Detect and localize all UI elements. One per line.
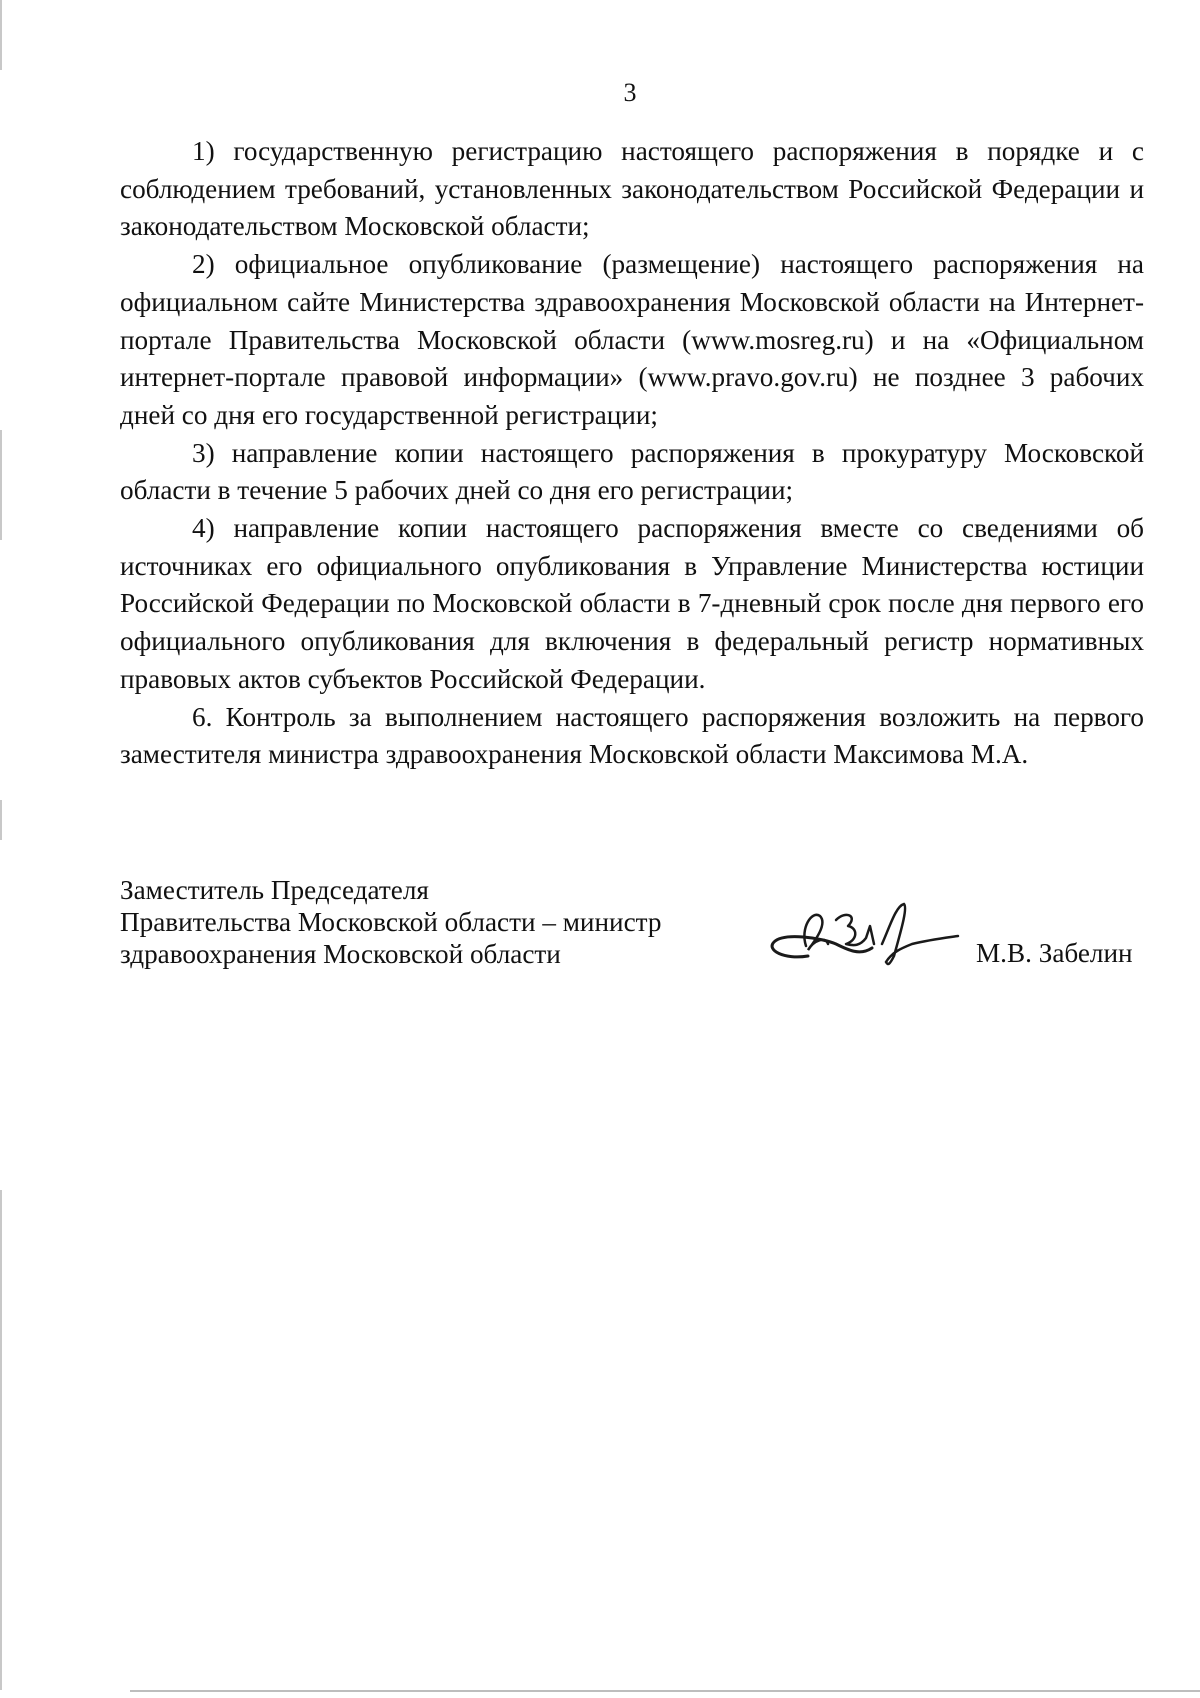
paragraph-item-1: 1) государственную регистрацию настоящего распоряжения в порядке и с соблюдением требований, установленных законодательством Российской Федерации и законодательством Московской области; <box>120 136 1144 242</box>
page-number: 3 <box>623 78 637 107</box>
scan-edge-mark <box>0 0 2 70</box>
paragraph-item-3: 3) направление копии настоящего распоряжения в прокуратуру Московской области в течение 5 рабочих дней со дня его регистрации; <box>120 437 1144 506</box>
position-line-3: здравоохранения Московской области <box>120 939 561 969</box>
paragraph-item-4: 4) направление копии настоящего распоряжения вместе со сведениями об источниках его официального опубликования в Управление Министерства юстиции Российской Федерации по Московской области в 7-дневный срок после дня первого его официального опубликования для включения в федеральный регистр нормативных правовых актов субъектов Российской Федерации. <box>120 513 1144 694</box>
position-line-2: Правительства Московской области – министр <box>120 907 662 937</box>
position-line-1: Заместитель Председателя <box>120 875 429 905</box>
scan-edge-mark <box>0 430 2 540</box>
scan-edge-mark <box>0 1190 2 1690</box>
signatory-position <box>120 874 661 970</box>
handwritten-signature-icon <box>762 898 962 972</box>
scan-edge-mark <box>0 800 2 840</box>
paragraph-control-6: 6. Контроль за выполнением настоящего распоряжения возложить на первого заместителя министра здравоохранения Московской области Максимова М.А. <box>120 701 1144 770</box>
scan-bottom-edge <box>130 1690 1200 1692</box>
document-body <box>120 133 1144 774</box>
signatory-name: М.В. Забелин <box>976 938 1133 968</box>
paragraph-item-2: 2) официальное опубликование (размещение) настоящего распоряжения на официальном сайте Министерства здравоохранения Московской области на Интернет-портале Правительства Московской области (www.mosreg.ru) и на «Официальном интернет-портале правовой информации» (www.pravo.gov.ru) не позднее 3 рабочих дней со дня его государственной регистрации; <box>120 249 1144 430</box>
